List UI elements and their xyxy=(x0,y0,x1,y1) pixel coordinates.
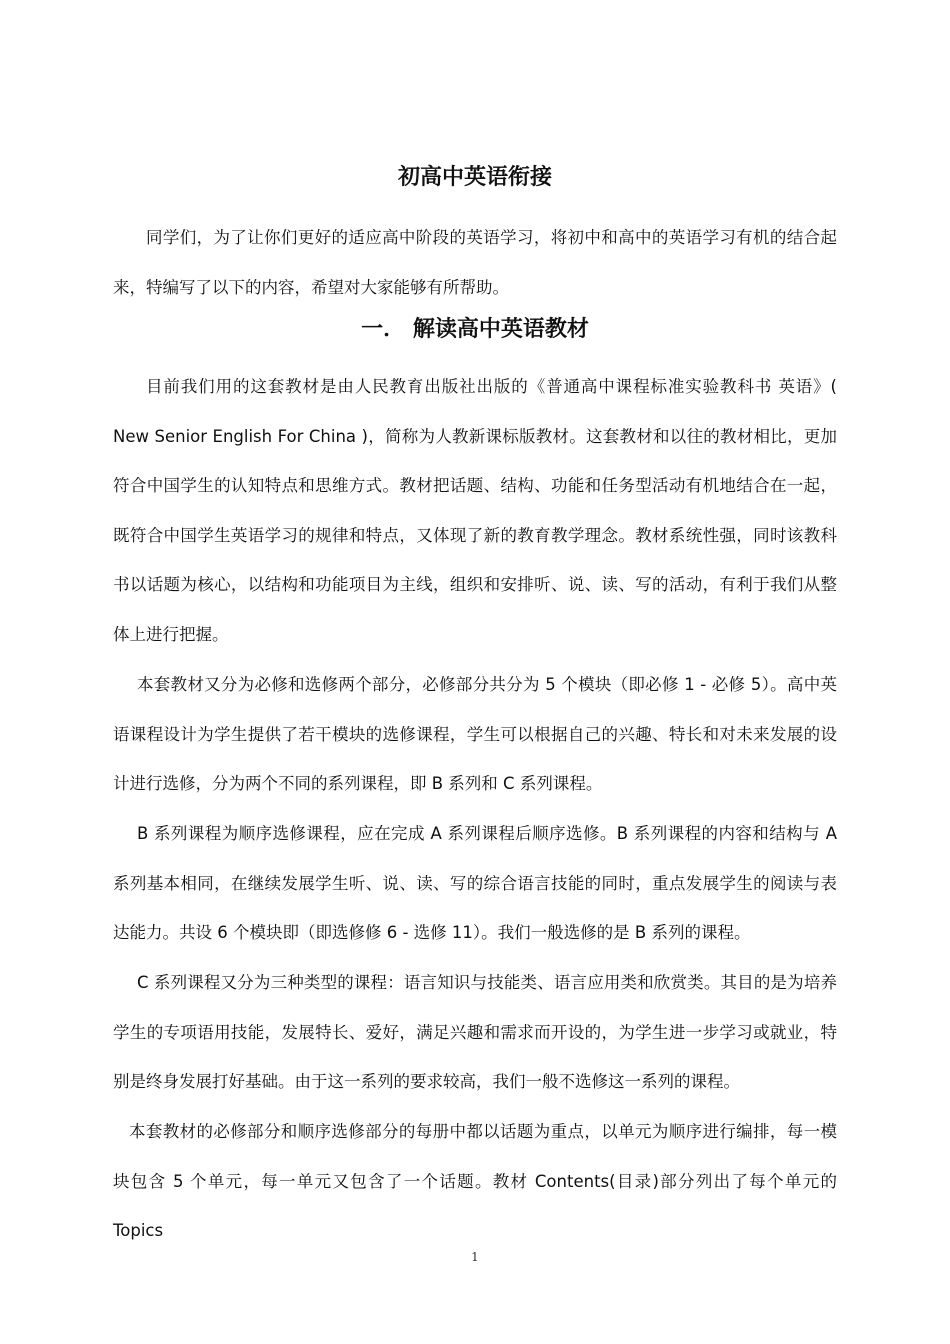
paragraph-textbook-overview: 目前我们用的这套教材是由人民教育出版社出版的《普通高中课程标准实验教科书 英语》( New Senior English For China )，简称为人教新课标版教材。这套教材和以往的教材相比，更加符合中国学生的认知特点和思维方式。教材把话题、结构、功能和任务型活动有机地结合在一起，既符合中国学生英语学习的规律和特点，又体现了新的教育教学理念。教材系统性强，同时该教科书以话题为核心，以结构和功能项目为主线，组织和安排听、说、读、写的活动，有利于我们从整体上进行把握。 xyxy=(113,377,837,644)
paragraph-units-topics: 本套教材的必修部分和顺序选修部分的每册中都以话题为重点，以单元为顺序进行编排，每一模块包含 5 个单元，每一单元又包含了一个话题。教材 Contents(目录)部分列出了每个单元的 Topics xyxy=(113,1122,837,1240)
page-number: 1 xyxy=(471,1250,479,1264)
paragraph-required-elective: 本套教材又分为必修和选修两个部分，必修部分共分为 5 个模块（即必修 1 - 必修 5）。高中英语课程设计为学生提供了若干模块的选修课程，学生可以根据自己的兴趣、特长和对未来发展的设计进行选修，分为两个不同的系列课程，即 B 系列和 C 系列课程。 xyxy=(113,675,837,793)
document-title: 初高中英语衔接 xyxy=(397,165,552,190)
section-heading: 一． 解读高中英语教材 xyxy=(361,317,589,342)
intro-paragraph: 同学们，为了让你们更好的适应高中阶段的英语学习，将初中和高中的英语学习有机的结合起来，特编写了以下的内容，希望对大家能够有所帮助。 xyxy=(113,228,837,297)
paragraph-c-series: C 系列课程又分为三种类型的课程：语言知识与技能类、语言应用类和欣赏类。其目的是为培养学生的专项语用技能，发展特长、爱好，满足兴趣和需求而开设的，为学生进一步学习或就业，特别是终身发展打好基础。由于这一系列的要求较高，我们一般不选修这一系列的课程。 xyxy=(113,973,837,1091)
paragraph-b-series: B 系列课程为顺序选修课程，应在完成 A 系列课程后顺序选修。B 系列课程的内容和结构与 A 系列基本相同，在继续发展学生听、说、读、写的综合语言技能的同时，重点发展学生的阅读与表达能力。共设 6 个模块即（即选修修 6 - 选修 11）。我们一般选修的是 B 系列的课程。 xyxy=(113,824,837,942)
